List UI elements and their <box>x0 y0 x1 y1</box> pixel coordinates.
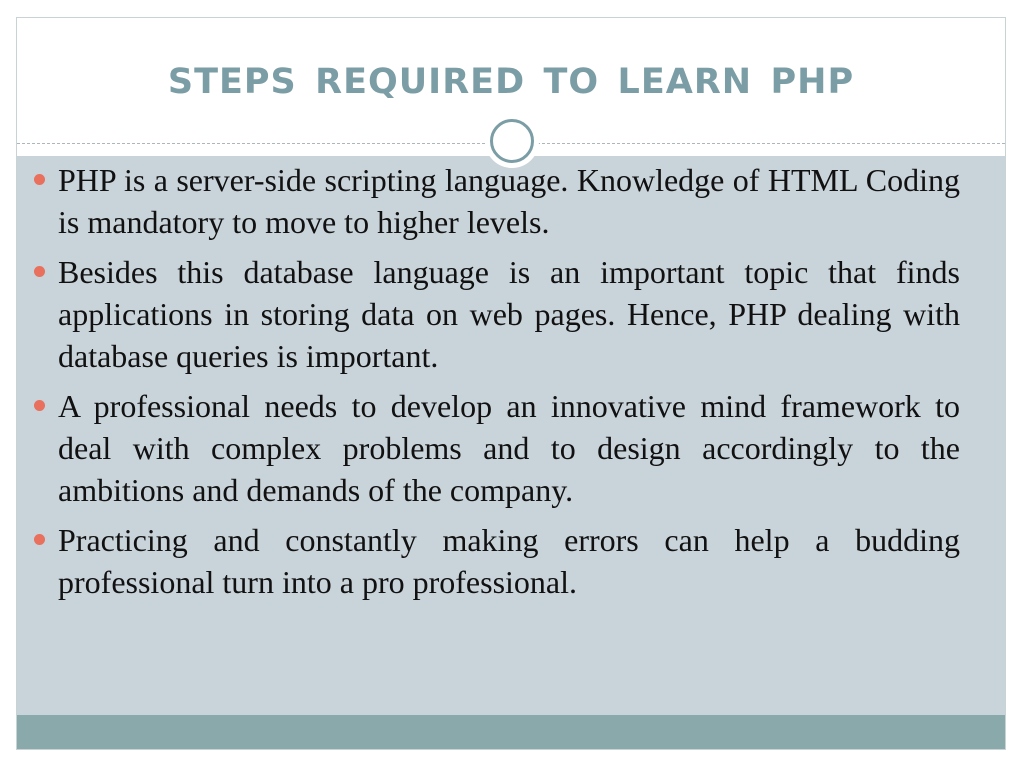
bullet-dot-icon <box>34 266 45 277</box>
circle-ring <box>490 119 534 163</box>
bullet-text: A professional needs to develop an innovative mind framework to deal with complex problems and to design accordingly to the ambitions and demands of the company. <box>58 388 960 508</box>
bullet-text: PHP is a server-side scripting language. Knowledge of HTML Coding is mandatory to move to higher levels. <box>58 162 960 240</box>
bullet-item <box>34 385 960 511</box>
bullet-text: Besides this database language is an important topic that finds applications in storing data on web pages. Hence, PHP dealing with database queries is important. <box>58 254 960 374</box>
footer-bar <box>17 715 1005 749</box>
slide-title: steps required to learn php <box>167 47 855 105</box>
bullet-item <box>34 159 960 243</box>
bullet-text: Practicing and constantly making errors can help a budding professional turn into a pro professional. <box>58 522 960 600</box>
bullet-item <box>34 251 960 377</box>
bullet-dot-icon <box>34 400 45 411</box>
bullet-item <box>34 519 960 603</box>
bullet-dot-icon <box>34 174 45 185</box>
bullet-list <box>34 159 960 611</box>
bullet-dot-icon <box>34 534 45 545</box>
